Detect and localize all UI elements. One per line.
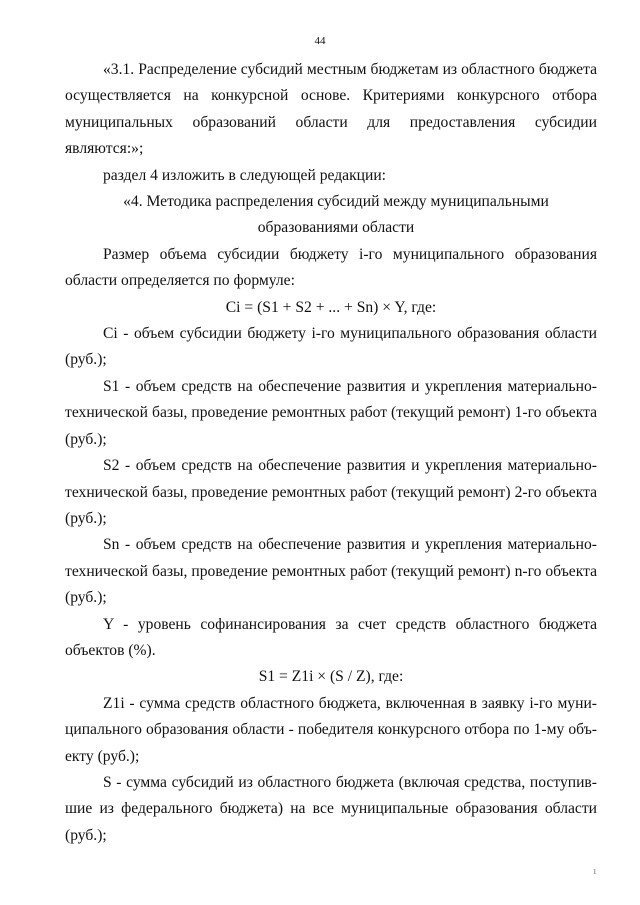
definition-s2: S2 - объем средств на обеспечение развития и укрепления материально-технической базы, проведение ремонтных работ (текущий ремонт) 2-го объекта (руб.); <box>65 457 597 527</box>
formula-s1: S1 = Z1i × (S / Z), где: <box>258 668 404 686</box>
formula-ci: Ci = (S1 + S2 + ... + Sn) × Y, где: <box>225 298 437 316</box>
definition-z1i: Z1i - сумма средств областного бюджета, включенная в заявку i-го муниципального образования области - победителя конкурсного отбора по 1-му объекту (руб.); <box>65 694 597 765</box>
paragraph-section-4-intro: раздел 4 изложить в следующей редакции: <box>103 166 387 184</box>
document-body <box>65 57 597 849</box>
page-number: 44 <box>314 35 326 47</box>
definition-sn: Sn - объем средств на обеспечение развития и укрепления материально-технической базы, проведение ремонтных работ (текущий ремонт) n-го объекта (руб.); <box>65 536 597 607</box>
definition-s1: S1 - объем средств на обеспечение развития и укрепления материально-технической базы, проведение ремонтных работ (текущий ремонт) 1-го объекта (руб.); <box>65 377 597 448</box>
definition-ci: Ci - объем субсидии бюджету i-го муниципального образования области (руб.); <box>65 325 597 369</box>
section-heading: «4. Методика распределения субсидий между муниципальными образованиями области <box>123 193 549 237</box>
footer-mark: 1 <box>593 868 597 876</box>
definition-y: Y - уровень софинансирования за счет средств областного бюджета объектов (%). <box>65 615 597 659</box>
paragraph-3-1: «3.1. Распределение субсидий местным бюджетам из областного бюджета осуществляется на конкурсной основе. Критериями конкурсного отбора муниципальных образований области для предоставления субсидии являются:»; <box>65 61 597 158</box>
paragraph-subsidy-size: Размер объема субсидии бюджету i-го муниципального образования области определяется по формуле: <box>65 245 597 290</box>
definition-s: S - сумма субсидий из областного бюджета (включая средства, поступившие из федерального бюджета) на все муниципальные образования области (руб.); <box>65 773 597 844</box>
